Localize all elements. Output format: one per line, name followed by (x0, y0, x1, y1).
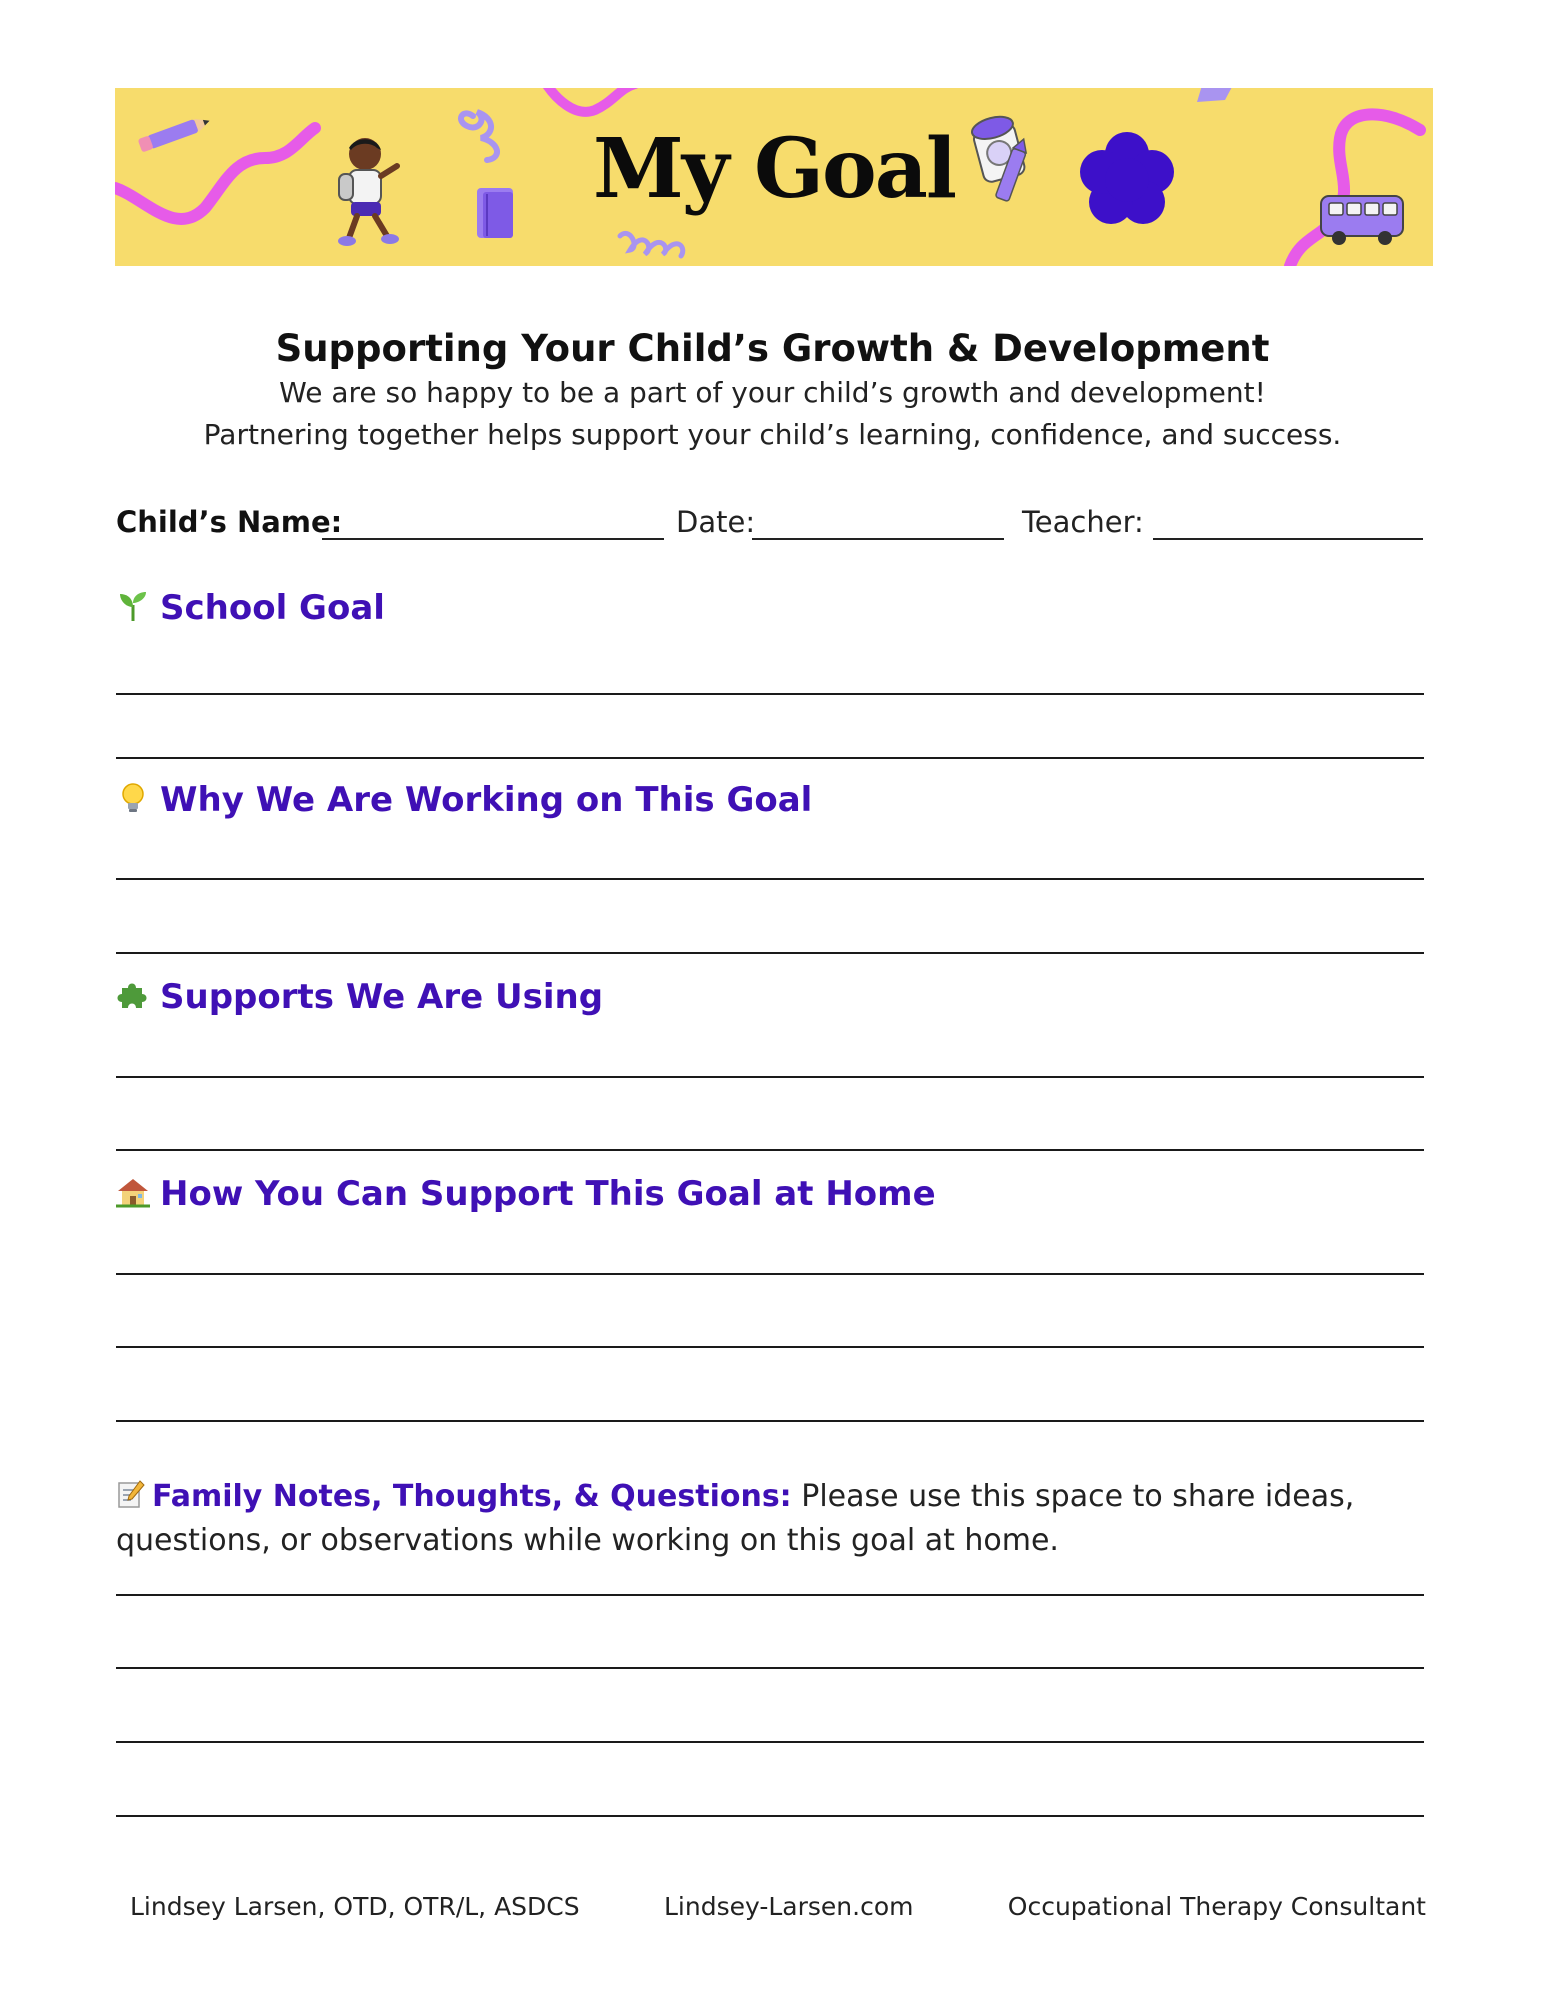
section-title-text: School Goal (160, 588, 385, 628)
intro-line-2: Partnering together helps support your child’s learning, confidence, and success. (203, 418, 1342, 451)
info-fields-row (116, 505, 1426, 545)
write-line[interactable] (116, 1815, 1424, 1817)
section-home-support (116, 1174, 936, 1218)
teacher-label: Teacher: (1022, 505, 1144, 539)
house-icon (116, 1175, 150, 1218)
write-line[interactable] (116, 1076, 1424, 1078)
banner-title: My Goal (593, 121, 955, 217)
lilac-swirl-bottom (620, 233, 683, 256)
write-line[interactable] (116, 1594, 1424, 1596)
footer-author: Lindsey Larsen, OTD, OTR/L, ASDCS (130, 1892, 580, 1921)
write-line[interactable] (116, 693, 1424, 695)
write-line[interactable] (116, 1273, 1424, 1275)
family-notes-title: Family Notes, Thoughts, & Questions: (152, 1479, 792, 1514)
write-line[interactable] (116, 878, 1424, 880)
intro-line-1: We are so happy to be a part of your child’s growth and development! (279, 376, 1266, 409)
footer-website: Lindsey-Larsen.com (664, 1892, 914, 1921)
write-line[interactable] (116, 1667, 1424, 1669)
write-line[interactable] (116, 1346, 1424, 1348)
seedling-icon (116, 589, 150, 632)
pink-squiggle-top (545, 88, 635, 112)
date-field[interactable] (752, 538, 1004, 540)
section-school-goal (116, 588, 385, 632)
section-title-text: Supports We Are Using (160, 977, 604, 1017)
write-line[interactable] (116, 952, 1424, 954)
footer-role: Occupational Therapy Consultant (1007, 1892, 1426, 1921)
header-banner (115, 88, 1433, 266)
child-name-field[interactable] (322, 538, 664, 540)
teacher-field[interactable] (1153, 538, 1423, 540)
lightbulb-icon (116, 781, 150, 824)
star-icon (1197, 88, 1241, 102)
family-notes-block (116, 1476, 1426, 1561)
memo-icon (116, 1479, 146, 1520)
write-line[interactable] (116, 1741, 1424, 1743)
family-notes-text: Please use this space to share ideas, questions, or observations while working on this goal at home. (116, 1479, 1355, 1558)
child-name-label: Child’s Name: (116, 505, 343, 539)
puzzle-piece-icon (116, 978, 150, 1021)
write-line[interactable] (116, 757, 1424, 759)
section-title-text: Why We Are Working on This Goal (160, 780, 813, 820)
section-why-goal (116, 780, 812, 824)
page-heading: Supporting Your Child’s Growth & Development (275, 327, 1270, 370)
write-line[interactable] (116, 1149, 1424, 1151)
section-supports (116, 977, 603, 1021)
write-line[interactable] (116, 1420, 1424, 1422)
date-label: Date: (676, 505, 756, 539)
section-title-text: How You Can Support This Goal at Home (160, 1174, 936, 1214)
